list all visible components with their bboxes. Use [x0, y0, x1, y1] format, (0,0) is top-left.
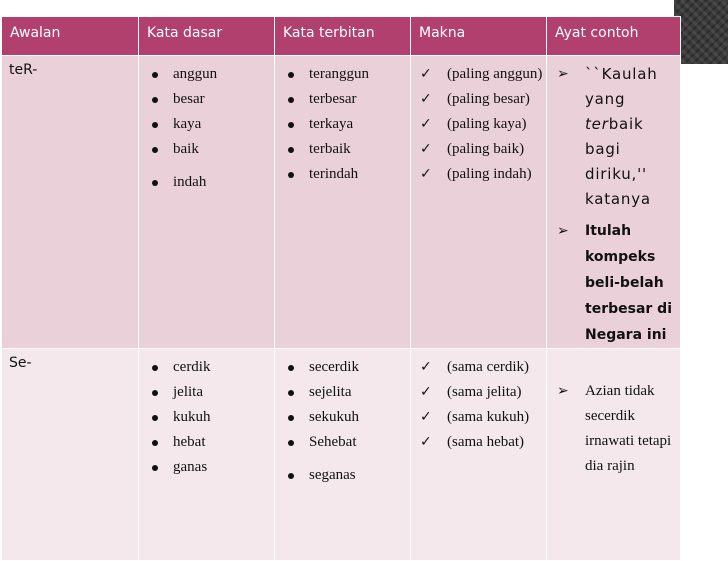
- examples-cell: [547, 56, 681, 349]
- base-word: baik: [151, 137, 274, 162]
- base-word: indah: [151, 170, 274, 195]
- example-text-start: ``Kaulah yang: [585, 65, 658, 108]
- corner-decoration: [674, 0, 728, 64]
- meaning-list: [411, 349, 546, 455]
- base-word-list: [139, 56, 274, 195]
- derived-word: Sehebat: [287, 430, 410, 455]
- derived-word-list: [275, 349, 410, 488]
- derived-words-cell: [275, 349, 411, 561]
- base-word: kaya: [151, 112, 274, 137]
- derived-word: sekukuh: [287, 405, 410, 430]
- meaning-item: ✓ (paling besar): [417, 87, 546, 112]
- derived-words-cell: [275, 56, 411, 349]
- base-word: ganas: [151, 455, 274, 480]
- base-word: kukuh: [151, 405, 274, 430]
- meaning-item: ✓ (sama hebat): [417, 430, 546, 455]
- derived-word: seganas: [287, 463, 410, 488]
- derived-word: sejelita: [287, 380, 410, 405]
- header-makna: Makna: [411, 17, 547, 56]
- base-words-cell: [139, 349, 275, 561]
- derived-word: teranggun: [287, 62, 410, 87]
- derived-word: terbesar: [287, 87, 410, 112]
- derived-word: terindah: [287, 162, 410, 187]
- derived-word: terkaya: [287, 112, 410, 137]
- derived-word: secerdik: [287, 355, 410, 380]
- derived-word: terbaik: [287, 137, 410, 162]
- meaning-item: ✓ (sama jelita): [417, 380, 546, 405]
- base-word: cerdik: [151, 355, 274, 380]
- example-sentence: ➢ Azian tidak secerdik irnawati tetapi dia rajin: [555, 379, 680, 479]
- base-word: hebat: [151, 430, 274, 455]
- meanings-cell: [411, 349, 547, 561]
- examples-cell: [547, 349, 681, 561]
- header-kata-terbitan: Kata terbitan: [275, 17, 411, 56]
- header-ayat-contoh: Ayat contoh: [547, 17, 681, 56]
- base-word: jelita: [151, 380, 274, 405]
- table-row-ter: [2, 56, 681, 349]
- example-sentence: ➢ Itulah kompeks beli-belah terbesar di Negara ini: [555, 218, 680, 348]
- base-word-list: [139, 349, 274, 480]
- example-text-italic: ter: [585, 115, 609, 133]
- prefix-cell: teR-: [2, 56, 139, 349]
- example-list: [547, 349, 680, 479]
- meaning-item: ✓ (sama cerdik): [417, 355, 546, 380]
- meanings-cell: [411, 56, 547, 349]
- example-text-end: baik bagi diriku,'' katanya: [585, 115, 651, 208]
- derived-word-list: [275, 56, 410, 187]
- meaning-item: ✓ (paling indah): [417, 162, 546, 187]
- meaning-item: ✓ (paling baik): [417, 137, 546, 162]
- meaning-item: ✓ (sama kukuh): [417, 405, 546, 430]
- example-sentence: [555, 62, 680, 212]
- meaning-list: [411, 56, 546, 187]
- meaning-item: ✓ (paling anggun): [417, 62, 546, 87]
- header-awalan: Awalan: [2, 17, 139, 56]
- table-row-se: [2, 349, 681, 561]
- base-word: anggun: [151, 62, 274, 87]
- meaning-item: ✓ (paling kaya): [417, 112, 546, 137]
- prefix-table: [1, 16, 681, 561]
- base-word: besar: [151, 87, 274, 112]
- prefix-cell: Se-: [2, 349, 139, 561]
- header-kata-dasar: Kata dasar: [139, 17, 275, 56]
- base-words-cell: [139, 56, 275, 349]
- header-row: [2, 17, 681, 56]
- example-list: [547, 56, 680, 348]
